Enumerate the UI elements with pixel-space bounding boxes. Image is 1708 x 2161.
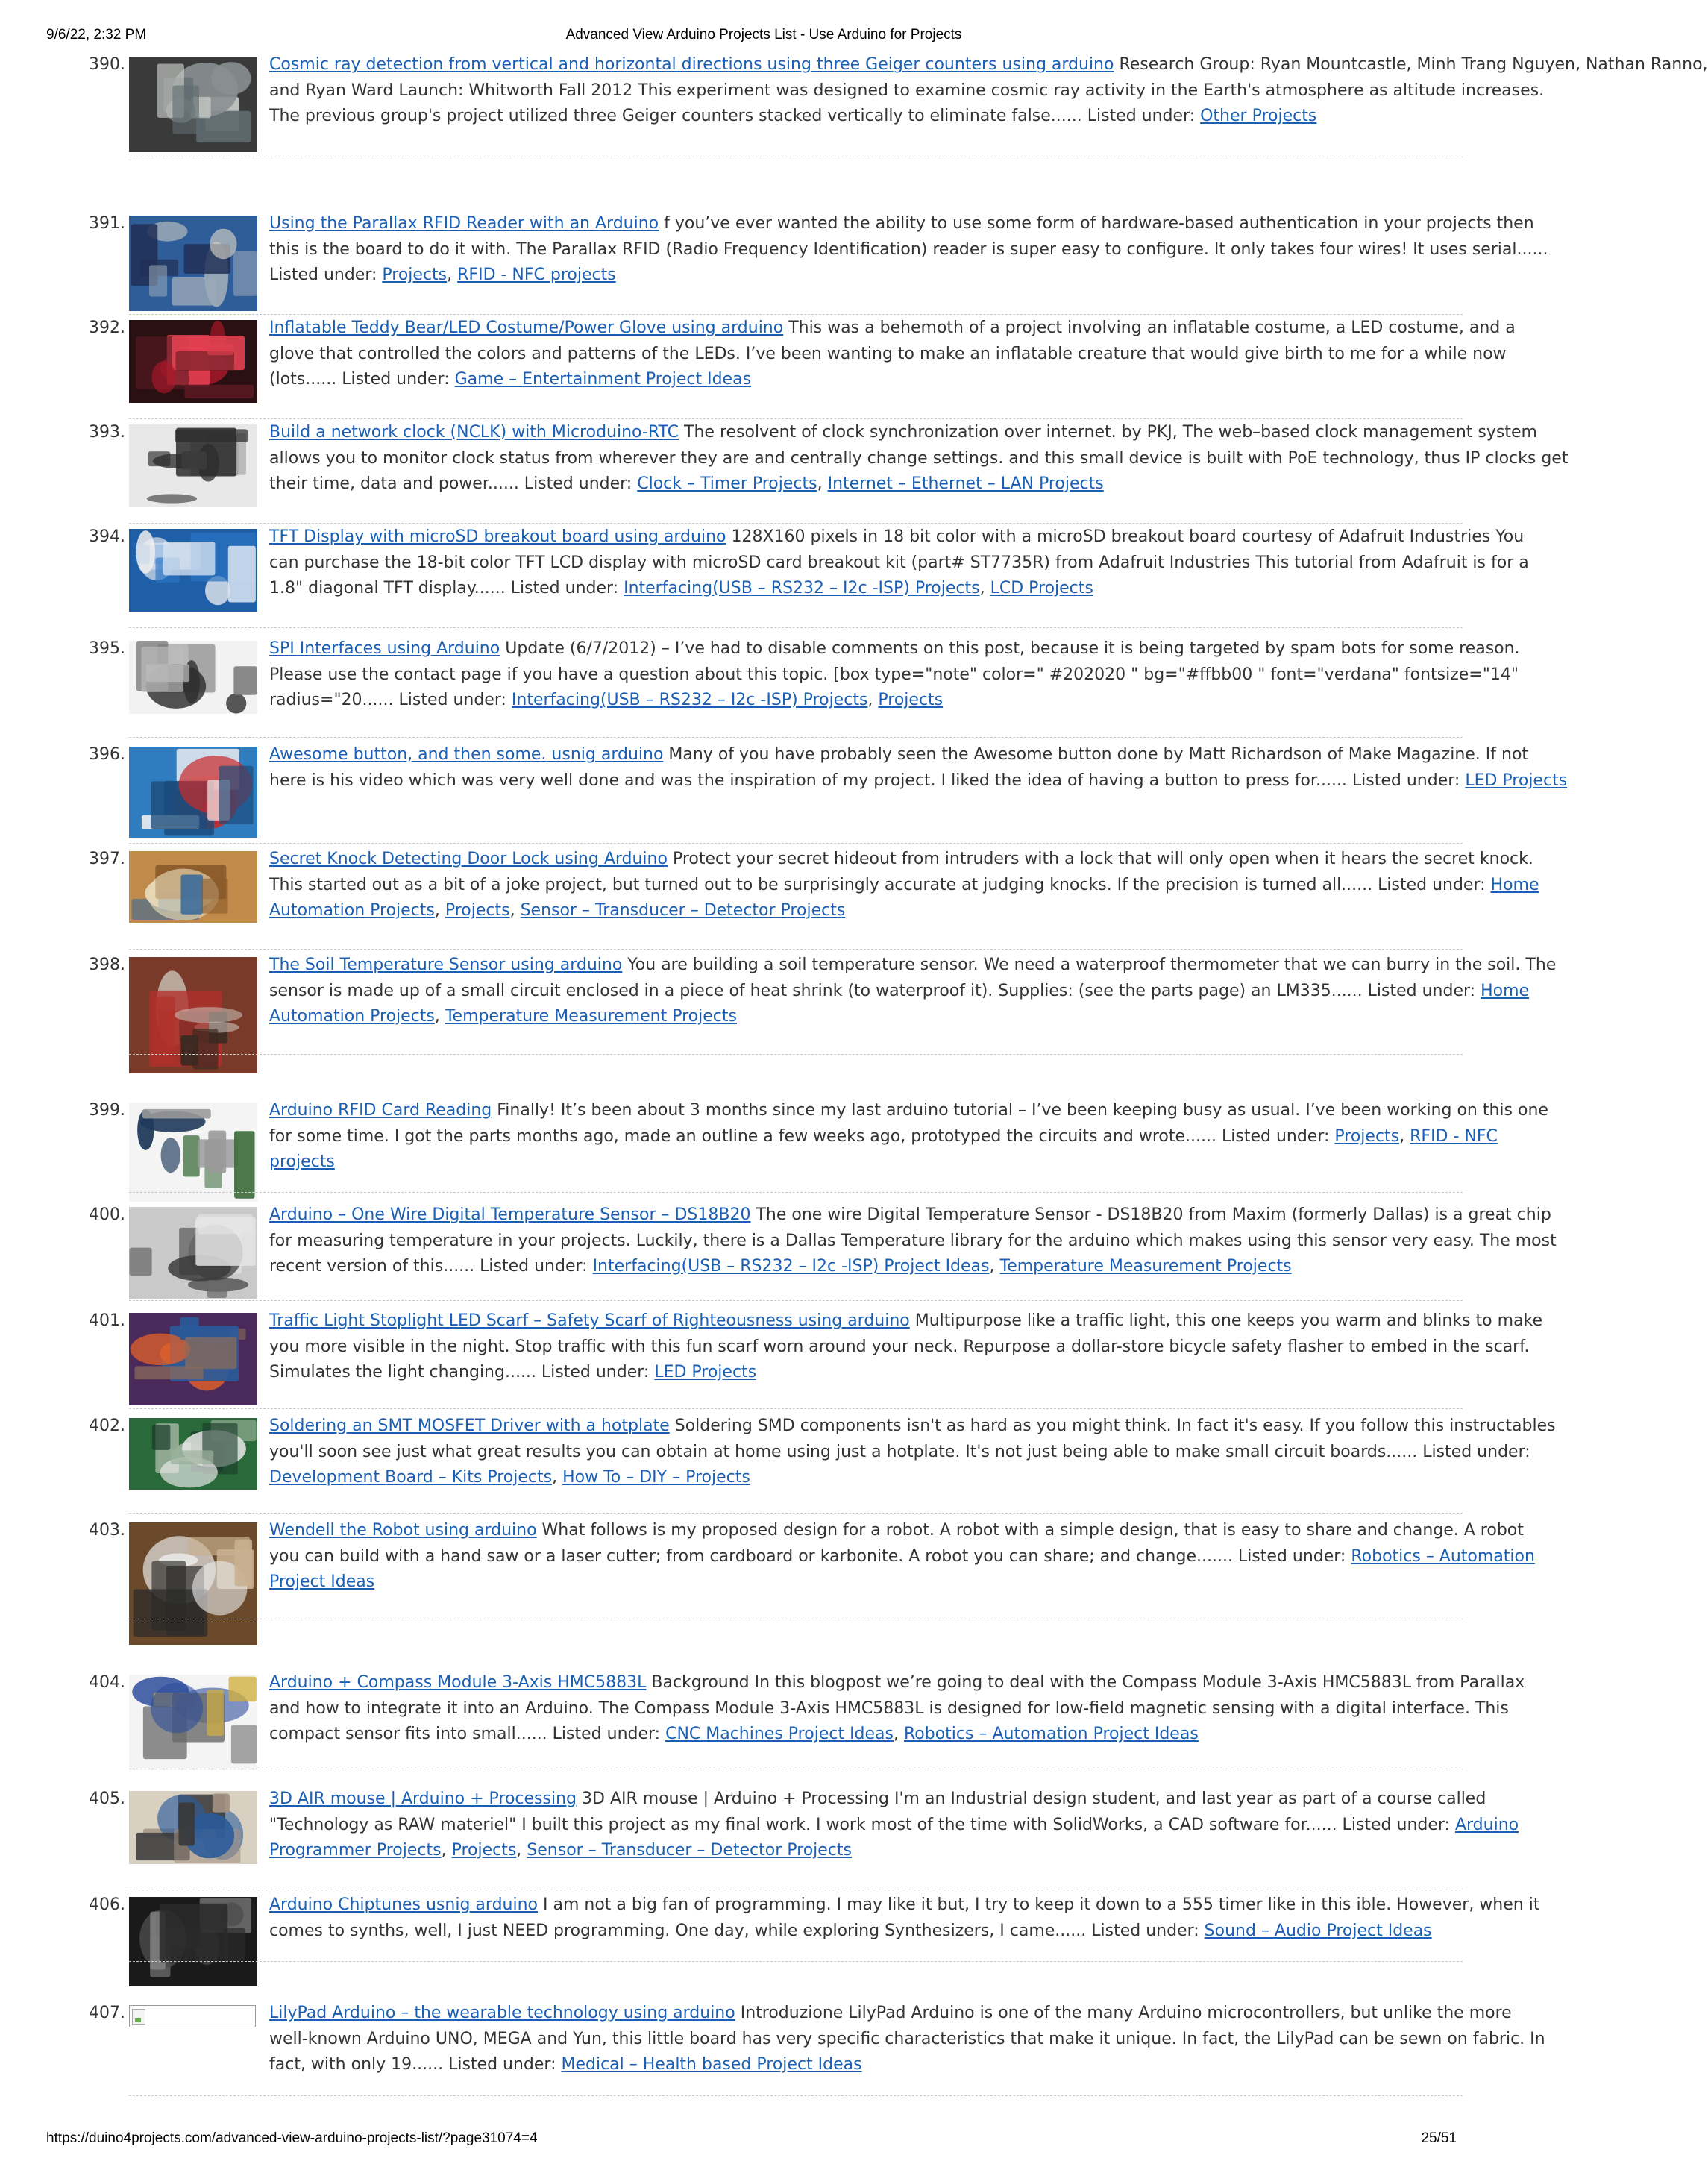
project-title-link[interactable]: 3D AIR mouse | Arduino + Processing: [269, 1790, 577, 1808]
description-text: Simulates the light changing...... Listed under:: [269, 1363, 655, 1381]
description-line: [269, 104, 1463, 130]
item-description: [269, 636, 1520, 714]
category-link[interactable]: Sensor – Transducer – Detector Projects: [520, 901, 846, 920]
item-description: [269, 211, 1548, 289]
item-separator: [129, 523, 1463, 524]
description-text: This was a behemoth of a project involving an inflatable costume, a LED costume, and a: [783, 319, 1516, 337]
description-text: Protect your secret hideout from intruders with a lock that will only open when it hears the secret knock.: [667, 850, 1533, 868]
description-text: ,: [894, 1725, 904, 1743]
description-line: [269, 1254, 1463, 1280]
item-number: 402.: [89, 1417, 125, 1435]
item-description: [269, 847, 1539, 924]
description-line: [269, 1813, 1519, 1839]
ds18b20-sensor-photo: [129, 1207, 257, 1299]
description-text: Listed under:: [269, 266, 383, 284]
item-number: 401.: [89, 1311, 125, 1330]
rfid-reader-photo: [129, 216, 257, 311]
item-description: [269, 1098, 1548, 1176]
broken-image-icon[interactable]: [129, 2005, 257, 2027]
description-text: ,: [516, 1841, 527, 1860]
cardboard-robot-photo: [129, 1522, 257, 1645]
compass-module-photo: [129, 1675, 257, 1770]
project-thumbnail[interactable]: [129, 320, 257, 403]
category-link[interactable]: Automation Projects: [269, 901, 435, 920]
description-text: ,: [867, 691, 879, 709]
tft-display-board-photo: [129, 529, 257, 612]
category-link[interactable]: RFID - NFC: [1410, 1126, 1498, 1146]
description-text: you'll soon see just what great results you can obtain at home using just a hotplate. It's not just being able to make small circuit boards...... Listed under:: [269, 1442, 1530, 1461]
item-separator: [129, 418, 1463, 419]
network-clock-photo: [129, 424, 257, 507]
project-title-link[interactable]: Soldering an SMT MOSFET Driver with a hotplate: [269, 1417, 670, 1435]
description-text: ,: [509, 901, 521, 920]
item-separator: [129, 737, 1463, 738]
category-link[interactable]: Projects: [878, 691, 944, 709]
item-description: [269, 524, 1529, 602]
description-text: ,: [1399, 1126, 1410, 1146]
project-title-link[interactable]: Arduino + Compass Module 3-Axis HMC5883L: [269, 1673, 647, 1692]
air-mouse-photo: [129, 1791, 257, 1864]
item-separator: [129, 843, 1463, 844]
category-link[interactable]: Programmer Projects: [269, 1841, 442, 1860]
item-description: [269, 52, 1708, 130]
description-text: comes to synths, well, I just NEED programming. One day, while exploring Synthesizers, I came...... Listed under:: [269, 1921, 1205, 1940]
item-separator: [129, 1054, 1463, 1055]
geiger-counter-photo: [129, 57, 257, 152]
project-thumbnail[interactable]: [129, 1313, 257, 1405]
description-text: Please use the contact page if you have a question about this topic. [box type="note" color=" #202020 " bg="#ffbb00 " font="verdana" fontsize="14": [269, 665, 1519, 684]
category-link[interactable]: Home: [1481, 981, 1530, 1000]
description-line: [269, 1098, 1548, 1124]
item-separator: [129, 1192, 1463, 1193]
soil-sensor-photo: [129, 957, 257, 1073]
description-line: [269, 367, 1463, 393]
category-link[interactable]: LED Projects: [1465, 771, 1568, 790]
description-line: [269, 551, 1529, 577]
project-thumbnail[interactable]: [129, 529, 257, 612]
description-text: ,: [552, 1468, 563, 1487]
project-title-link[interactable]: Arduino Chiptunes usnig arduino: [269, 1895, 538, 1914]
description-text: can purchase the 18-bit color TFT LCD display with microSD card breakout kit (part# ST7735R) from Adafruit Industries This tutorial from Adafruit is for a: [269, 553, 1529, 572]
description-text: (lots...... Listed under:: [269, 370, 455, 389]
category-link[interactable]: Projects: [382, 266, 448, 284]
description-line: [269, 1670, 1525, 1696]
print-datetime: 9/6/22, 2:32 PM: [46, 27, 147, 43]
category-link[interactable]: Robotics – Automation: [1351, 1546, 1535, 1566]
category-link[interactable]: Temperature Measurement Projects: [999, 1257, 1292, 1276]
project-thumbnail[interactable]: [129, 424, 257, 507]
project-thumbnail[interactable]: [129, 1207, 257, 1299]
project-thumbnail[interactable]: [129, 57, 257, 152]
project-title-link[interactable]: LilyPad Arduino – the wearable technology using arduino: [269, 2004, 735, 2022]
description-line: [269, 768, 1568, 794]
description-line: [269, 1334, 1530, 1361]
description-text: their time, data and power...... Listed under:: [269, 474, 638, 493]
category-link[interactable]: Clock – Timer Projects: [637, 474, 817, 493]
category-link[interactable]: Interfacing(USB – RS232 – I2c -ISP) Projects: [511, 691, 868, 709]
led-scarf-photo: [129, 1313, 257, 1405]
description-line: [269, 873, 1539, 899]
description-line: [269, 1544, 1535, 1570]
project-title-link[interactable]: Awesome button, and then some. usnig arduino: [269, 745, 664, 764]
category-link[interactable]: Projects: [451, 1841, 517, 1860]
item-separator: [129, 1513, 1463, 1514]
item-number: 400.: [89, 1205, 125, 1224]
description-line: [269, 953, 1557, 979]
description-text: for measuring temperature in your projects. Luckily, there is a Dallas Temperature library for the arduino which makes using this sensor very easy. The most: [269, 1231, 1557, 1250]
item-number: 397.: [89, 850, 125, 868]
project-thumbnail[interactable]: [129, 1418, 257, 1490]
category-link[interactable]: Projects: [445, 901, 510, 920]
item-description: [269, 1670, 1525, 1748]
description-line: [269, 1414, 1556, 1440]
description-line: [269, 316, 1516, 342]
category-link[interactable]: Development Board – Kits Projects: [269, 1468, 553, 1487]
item-number: 407.: [89, 2004, 125, 2022]
item-number: 399.: [89, 1101, 125, 1120]
item-description: [269, 953, 1557, 1030]
description-line: [269, 1124, 1498, 1150]
item-number: 392.: [89, 319, 125, 337]
category-link[interactable]: projects: [269, 1152, 335, 1171]
category-link[interactable]: LED Projects: [654, 1363, 757, 1381]
description-text: you can build with a hand saw or a laser cutter; from cardboard or karbonite. A robot you can share; and change....... Listed under:: [269, 1546, 1351, 1566]
description-text: compact sensor fits into small...... Listed under:: [269, 1725, 666, 1743]
project-thumbnail[interactable]: [129, 1522, 257, 1645]
description-text: fact, with only 19...... Listed under:: [269, 2055, 562, 2074]
item-separator: [129, 949, 1463, 950]
description-line: [269, 78, 1545, 104]
project-title-link[interactable]: The Soil Temperature Sensor using arduino: [269, 956, 623, 974]
item-number: 393.: [89, 423, 125, 442]
description-line: [269, 847, 1533, 873]
category-link[interactable]: Robotics – Automation Project Ideas: [904, 1725, 1199, 1743]
print-header: [0, 27, 1528, 46]
project-thumbnail[interactable]: [129, 216, 257, 311]
description-line: [269, 471, 1463, 498]
category-link[interactable]: Project Ideas: [269, 1572, 375, 1591]
item-number: 398.: [89, 956, 125, 974]
item-number: 405.: [89, 1790, 125, 1808]
item-number: 390.: [89, 55, 125, 74]
description-line: [269, 1787, 1486, 1813]
project-thumbnail[interactable]: [129, 1791, 257, 1864]
description-line: [269, 1202, 1551, 1229]
description-text: ,: [434, 901, 445, 920]
description-text: Many of you have probably seen the Awesome button done by Matt Richardson of Make Magazine. If not: [663, 745, 1529, 764]
description-line: [269, 742, 1529, 768]
description-line: [269, 342, 1507, 368]
project-thumbnail[interactable]: [129, 747, 257, 838]
description-text: This started out as a bit of a joke project, but turned out to be surprisingly accurate at judging knocks. If the precision is turned all...... Listed under:: [269, 875, 1491, 894]
description-line: [269, 688, 1463, 714]
description-line: [269, 1892, 1540, 1919]
image-placeholder-icon: [132, 2009, 145, 2025]
description-text: I am not a big fan of programming. I may like it but, I try to keep it down to a 555 timer like in this ible. However, when it: [538, 1895, 1540, 1914]
description-text: 128X160 pixels in 18 bit color with a microSD breakout board courtesy of Adafruit Industries You: [726, 527, 1525, 546]
item-number: 395.: [89, 639, 125, 658]
description-text: Background In this blogpost we’re going to deal with the Compass Module 3-Axis HMC5883L from Parallax: [646, 1673, 1525, 1692]
description-text: 1.8" diagonal TFT display...... Listed under:: [269, 579, 624, 598]
item-description: [269, 1787, 1519, 1864]
description-text: and Ryan Ward Launch: Whitworth Fall 2012 This experiment was designed to examine cosmic ray activity in the Earth's atmosphere as altitude increases.: [269, 81, 1545, 100]
description-line: [269, 1722, 1463, 1748]
category-link[interactable]: CNC Machines Project Ideas: [665, 1725, 894, 1743]
print-page-title: Advanced View Arduino Projects List - Use Arduino for Projects: [565, 27, 962, 43]
description-text: you more visible in the night. Stop traffic with this fun scarf worn around your neck. Repurpose a dollar-store bicycle safety flasher to embed in the scarf.: [269, 1337, 1530, 1356]
description-line: [269, 1838, 1463, 1864]
description-line: [269, 2052, 1463, 2078]
category-link[interactable]: Other Projects: [1200, 107, 1317, 125]
description-text: glove that controlled the colors and patterns of the LEDs. I’ve been wanting to make an inflatable creature that would give birth to me for a while now: [269, 344, 1507, 363]
description-text: ,: [989, 1257, 1000, 1276]
project-thumbnail[interactable]: [129, 851, 257, 923]
item-separator: [129, 314, 1463, 315]
description-text: "Technology as RAW materiel" I built this project as my final work. I work most of the time with SolidWorks, a CAD software for...... Listed under:: [269, 1815, 1455, 1834]
item-description: [269, 1892, 1540, 1944]
project-thumbnail[interactable]: [129, 1675, 257, 1770]
description-line: [269, 420, 1537, 446]
description-line: [269, 446, 1569, 472]
project-title-link[interactable]: Wendell the Robot using arduino: [269, 1521, 537, 1540]
item-number: 404.: [89, 1673, 125, 1692]
spi-interface-photo: [129, 641, 257, 714]
description-text: f you’ve ever wanted the ability to use some form of hardware-based authentication in your projects then: [659, 214, 1534, 233]
awesome-button-photo: [129, 747, 257, 838]
category-link[interactable]: Interfacing(USB – RS232 – I2c -ISP) Project Ideas: [592, 1257, 990, 1276]
description-line: [269, 1308, 1543, 1334]
item-separator: [129, 627, 1463, 628]
project-title-link[interactable]: Arduino RFID Card Reading: [269, 1101, 492, 1120]
category-link[interactable]: Projects: [1334, 1126, 1400, 1146]
item-description: [269, 420, 1569, 498]
item-number: 391.: [89, 214, 125, 233]
project-title-link[interactable]: TFT Display with microSD breakout board using arduino: [269, 527, 726, 546]
description-text: Research Group: Ryan Mountcastle, Minh Trang Nguyen, Nathan Ranno,: [1114, 55, 1708, 74]
description-text: ,: [817, 474, 828, 493]
project-title-link[interactable]: Build a network clock (NCLK) with Microduino-RTC: [269, 423, 679, 442]
description-text: Multipurpose like a traffic light, this one keeps you warm and blinks to make: [909, 1311, 1543, 1330]
item-description: [269, 1308, 1543, 1386]
description-line: [269, 1518, 1524, 1544]
description-line: [269, 1465, 1463, 1491]
print-page-number: 25/51: [1421, 2130, 1457, 2146]
category-link[interactable]: LCD Projects: [990, 579, 1093, 598]
description-line: [269, 52, 1708, 78]
description-line: [269, 2001, 1512, 2027]
description-line: [269, 1569, 1463, 1596]
description-line: [269, 1440, 1530, 1466]
description-text: Introduzione LilyPad Arduino is one of the many Arduino microcontrollers, but unlike the more: [735, 2004, 1512, 2022]
description-line: [269, 1919, 1463, 1945]
project-title-link[interactable]: Traffic Light Stoplight LED Scarf – Safety Scarf of Righteousness using arduino: [269, 1311, 910, 1330]
item-description: [269, 1414, 1556, 1491]
knock-door-lock-photo: [129, 851, 257, 923]
category-link[interactable]: Internet – Ethernet – LAN Projects: [827, 474, 1104, 493]
led-costume-photo: [129, 320, 257, 403]
description-line: [269, 1229, 1557, 1255]
item-separator: [129, 1961, 1463, 1962]
item-description: [269, 1202, 1557, 1280]
print-footer: [0, 2130, 1528, 2150]
description-text: allows you to monitor clock status from wherever they are and centrally change settings. and this small device is built with PoE technology, thus IP clocks get: [269, 448, 1569, 468]
description-text: What follows is my proposed design for a robot. A robot with a simple design, that is easy to share and change. A robot: [536, 1521, 1524, 1540]
description-line: [269, 898, 1463, 924]
description-text: The resolvent of clock synchronization over internet. by PKJ, The web–based clock management system: [679, 423, 1537, 442]
category-link[interactable]: Home: [1490, 875, 1539, 894]
item-separator: [129, 2095, 1463, 2096]
smt-mosfet-board-photo: [129, 1418, 257, 1490]
item-separator: [129, 1300, 1463, 1301]
description-line: [269, 1004, 1463, 1030]
description-text: The one wire Digital Temperature Sensor - DS18B20 from Maxim (formerly Dallas) is a great chip: [750, 1205, 1551, 1224]
description-line: [269, 1149, 1463, 1176]
description-line: [269, 237, 1548, 263]
project-title-link[interactable]: Arduino – One Wire Digital Temperature Sensor – DS18B20: [269, 1205, 751, 1224]
description-text: recent version of this...... Listed under:: [269, 1257, 593, 1276]
project-title-link[interactable]: Cosmic ray detection from vertical and horizontal directions using three Geiger counters using arduino: [269, 55, 1114, 74]
chiptunes-speaker-photo: [129, 1897, 257, 1986]
description-line: [269, 636, 1520, 662]
description-text: here is his video which was very well done and was the inspiration of my project. I liked the idea of having a button to press for...... Listed under:: [269, 771, 1466, 790]
project-thumbnail[interactable]: [129, 957, 257, 1073]
description-line: [269, 263, 1463, 289]
description-line: [269, 1360, 1463, 1386]
item-description: [269, 1518, 1535, 1596]
description-text: this is the board to do it with. The Parallax RFID (Radio Frequency Identification) reader is super easy to configure. It only takes four wires! It uses serial......: [269, 239, 1548, 259]
project-thumbnail[interactable]: [129, 1103, 257, 1202]
item-description: [269, 2001, 1545, 2078]
print-url: https://duino4projects.com/advanced-view-arduino-projects-list/?page31074=4: [46, 2130, 538, 2146]
description-text: The previous group's project utilized three Geiger counters stacked vertically to eliminate false...... Listed under:: [269, 107, 1201, 125]
description-text: well-known Arduino UNO, MEGA and Yun, this little board has very specific characteristics that make it unique. In fact, the LilyPad can be sewn on fabric. In: [269, 2029, 1545, 2048]
category-link[interactable]: Temperature Measurement Projects: [445, 1007, 737, 1026]
description-line: [269, 2027, 1545, 2053]
category-link[interactable]: Interfacing(USB – RS232 – I2c -ISP) Projects: [624, 579, 980, 598]
description-text: sensor is made up of a small circuit enclosed in a piece of heat shrink (to waterproof it). Supplies: (see the parts page) an LM335...... Listed under:: [269, 981, 1481, 1000]
description-line: [269, 576, 1463, 602]
project-thumbnail[interactable]: [129, 1897, 257, 1986]
description-text: and how to integrate it into an Arduino. The Compass Module 3-Axis HMC5883L is designed for low-field magnetic sensing with a digital interface. This: [269, 1699, 1509, 1718]
description-text: radius="20...... Listed under:: [269, 691, 512, 709]
description-text: Soldering SMD components isn't as hard as you might think. In fact it's easy. If you follow this instructables: [669, 1417, 1556, 1435]
category-link[interactable]: Automation Projects: [269, 1007, 435, 1026]
category-link[interactable]: Sensor – Transducer – Detector Projects: [527, 1841, 852, 1860]
description-text: 3D AIR mouse | Arduino + Processing I'm an Industrial design student, and last year as part of a course called: [577, 1790, 1486, 1808]
project-thumbnail[interactable]: [129, 641, 257, 714]
rfid-card-photo: [129, 1103, 257, 1202]
category-link[interactable]: Medical – Health based Project Ideas: [561, 2055, 862, 2074]
description-line: [269, 979, 1530, 1005]
description-text: ,: [434, 1007, 445, 1026]
item-separator: [129, 1408, 1463, 1409]
description-line: [269, 211, 1534, 237]
description-text: for some time. I got the parts months ago, made an outline a few weeks ago, prototyped the circuits and wrote...... Listed under:: [269, 1126, 1335, 1146]
project-title-link[interactable]: SPI Interfaces using Arduino: [269, 639, 500, 658]
category-link[interactable]: RFID - NFC projects: [457, 266, 616, 284]
item-number: 396.: [89, 745, 125, 764]
project-title-link[interactable]: Using the Parallax RFID Reader with an Arduino: [269, 214, 659, 233]
description-line: [269, 662, 1519, 689]
item-number: 406.: [89, 1895, 125, 1914]
category-link[interactable]: How To – DIY – Projects: [562, 1468, 750, 1487]
category-link[interactable]: Sound – Audio Project Ideas: [1204, 1921, 1432, 1940]
item-description: [269, 316, 1516, 393]
description-line: [269, 1696, 1509, 1722]
item-number: 394.: [89, 527, 125, 546]
item-description: [269, 742, 1568, 794]
description-text: ,: [441, 1841, 452, 1860]
description-text: You are building a soil temperature sensor. We need a waterproof thermometer that we can burry in the soil. The: [622, 956, 1557, 974]
description-text: ,: [447, 266, 458, 284]
description-text: Finally! It’s been about 3 months since my last arduino tutorial – I’ve been keeping busy as usual. I’ve been working on this one: [492, 1101, 1548, 1120]
item-number: 403.: [89, 1521, 125, 1540]
category-link[interactable]: Game – Entertainment Project Ideas: [454, 370, 752, 389]
description-text: Update (6/7/2012) – I’ve had to disable comments on this post, because it is being targeted by spam bots for some reason.: [500, 639, 1520, 658]
project-title-link[interactable]: Inflatable Teddy Bear/LED Costume/Power Glove using arduino: [269, 319, 784, 337]
category-link[interactable]: Arduino: [1454, 1815, 1519, 1834]
description-line: [269, 524, 1525, 551]
description-text: ,: [979, 579, 990, 598]
project-title-link[interactable]: Secret Knock Detecting Door Lock using Arduino: [269, 850, 668, 868]
